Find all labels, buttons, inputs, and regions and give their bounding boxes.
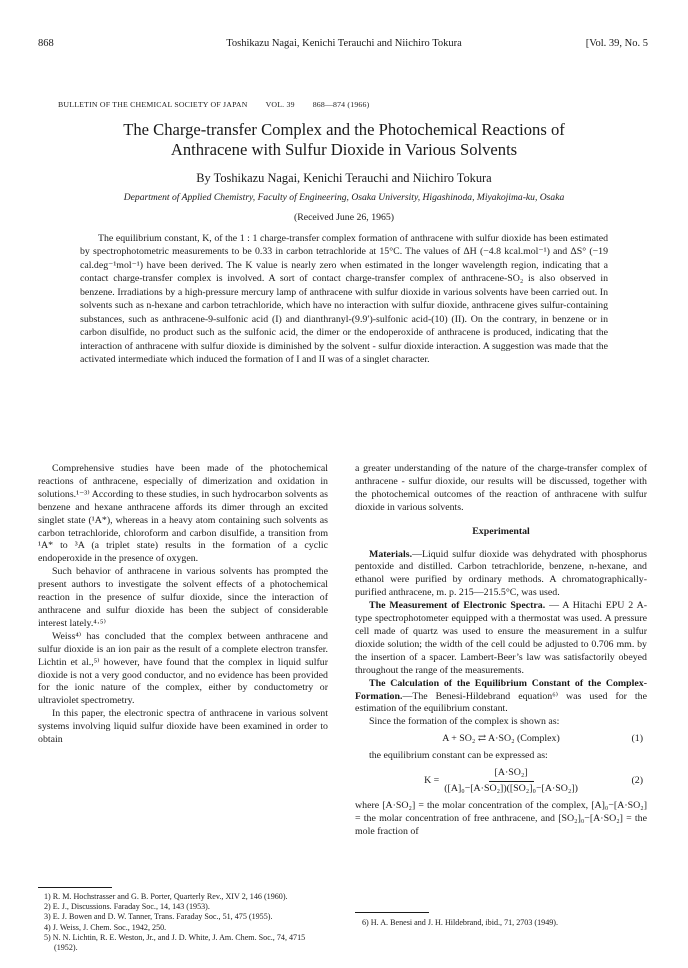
abstract-text: The equilibrium constant, K, of the 1 : 1 charge-transfer complex formation of anthracene with sulfur dioxide has been estimated by spectrophotometric measurements to be 0.33 in carbon tetrachloride at 15°C. The values of ΔH (−4.8 kcal.mol⁻¹) and ΔS° (−19 cal.deg⁻¹mol⁻¹) have been derived. The K value is nearly zero when estimated in the longer wavelength region, indicating that a contact charge-transfer complex is involved. A sort of contact charge-transfer complex of anthracene-SO₂ is also observed in benzene. Irradiations by a high-pressure mercury lamp of anthracene with sulfur dioxide in various solvents have been carried out. In solvents such as n-hexane and carbon tetrachloride, which have no interaction with sulfur dioxide, anthracene gives sulfur-containing substances, such as anthracene-9-sulfonic acid (I) and dianthranyl-(9.9′)-sulfonic acid-(10) (II). On the contrary, in benzene or in carbon disulfide, no product such as the sulfonic acid, the dimer or the endoperoxide of anthracene is produced, indicating that the interaction of anthracene with sulfur dioxide is diminished by the solvent - sulfur dioxide interaction. A suggestion was made that the activated intermediate which induced the formation of I and II was of a singlet character. <box>80 233 608 366</box>
paper-title <box>40 120 648 160</box>
journal-pages: 868—874 (1966) <box>312 100 370 109</box>
equilibrium-intro: the equilibrium constant can be expressed as: <box>369 750 548 762</box>
footnote: 1) R. M. Hochstrasser and G. B. Porter, Quarterly Rev., XIV 2, 146 (1960). <box>44 892 288 901</box>
intro-paragraph-4: In this paper, the electronic spectra of anthracene in various solvent systems involving liquid sulfur dioxide have been examined in order to obtain <box>38 708 328 746</box>
equation-2-lhs: K = <box>424 774 440 786</box>
equation-2-denominator: ([A]₀−[A·SO₂])([SO₂]₀−[A·SO₂]) <box>444 782 578 794</box>
equation-2-fraction <box>444 767 578 796</box>
materials-paragraph <box>355 549 647 601</box>
author-affiliation: Department of Applied Chemistry, Faculty of Engineering, Osaka University, Higashinoda, Miyakojima-ku, Osaka <box>123 192 565 203</box>
equation-2-numerator: [A·SO₂] <box>489 767 534 782</box>
intro-paragraph-2: Such behavior of anthracene in various solvents has prompted the present authors to investigate the solvent effects of a photochemical reaction in the presence of sulfur dioxide, since the interaction of anthracene and sulfur dioxide has been the subject of considerable interest lately.⁴·⁵⁾ <box>38 566 328 629</box>
spectra-run-in-heading: The Measurement of Electronic Spectra. <box>369 600 546 612</box>
author-byline: By Toshikazu Nagai, Kenichi Terauchi and Niichiro Tokura <box>196 171 492 185</box>
running-header-page-number: 868 <box>38 38 54 49</box>
intro-paragraph-1: Comprehensive studies have been made of the photochemical reactions of anthracene, especially of dimerization and oxidation in solutions.¹⁻³⁾ According to these studies, in such hydrocarbon solvents as benzene and hexane anthracene affords its dimer through an excited singlet state (¹A*), whereas in a heavy atom containing such solvents as carbon tetrachloride, chloroform and carbon disulfide, a transition from ¹A* to ³A (a triplet state) results in the formation of a cyclic endoperoxide in the presence of oxygen. <box>38 463 328 565</box>
journal-name: BULLETIN OF THE CHEMICAL SOCIETY OF JAPAN <box>58 100 248 109</box>
section-heading-experimental: Experimental <box>472 525 530 537</box>
received-date: (Received June 26, 1965) <box>293 212 395 223</box>
running-header-authors: Toshikazu Nagai, Kenichi Terauchi and Niichiro Tokura <box>226 38 462 49</box>
running-header-volume: [Vol. 39, No. 5 <box>585 38 648 49</box>
equation-1-body: A + SO₂ ⇄ A·SO₂ (Complex) <box>442 733 560 745</box>
calculation-text: —The Benesi-Hildebrand equation⁶⁾ was used for the estimation of the equilibrium constant. <box>355 690 647 715</box>
equation-2 <box>355 767 647 796</box>
calculation-run-in-heading: The Calculation of the Equilibrium Constant of the Complex-Formation. <box>355 677 647 702</box>
paper-title-line-2: Anthracene with Sulfur Dioxide in Various Solvents <box>170 140 518 159</box>
journal-volume: VOL. 39 <box>265 100 295 109</box>
footnote: 2) E. J., Discussions. Faraday Soc., 14, 143 (1953). <box>44 902 210 912</box>
footnotes-right <box>362 918 646 928</box>
left-column <box>38 463 328 747</box>
equation-2-number: (2) <box>631 774 643 786</box>
intro-paragraph-3: Weiss⁴⁾ has concluded that the complex between anthracene and sulfur dioxide is an ion pair as the result of a complete electron transfer. Lichtin et al.,⁵⁾ however, have found that the complex in liquid sulfur dioxide is not a very good conductor, and no evidence has been provided for the ionic nature of the complex, either by conductometry or ultraviolet spectrometry. <box>38 630 328 707</box>
paper-title-line-1: The Charge-transfer Complex and the Photochemical Reactions of <box>123 120 565 139</box>
right-column <box>355 463 647 839</box>
footnote: 5) N. N. Lichtin, R. E. Weston, Jr., and J. D. White, J. Am. Chem. Soc., 74, 4715 (1952). <box>44 932 306 953</box>
footnote: 6) H. A. Benesi and J. H. Hildebrand, ibid., 71, 2703 (1949). <box>362 918 559 927</box>
spectra-paragraph <box>355 600 647 677</box>
equation-1-number: (1) <box>631 733 643 745</box>
footnote: 3) E. J. Bowen and D. W. Tanner, Trans. Faraday Soc., 51, 475 (1955). <box>44 912 273 922</box>
footnote-rule-left <box>38 887 112 888</box>
materials-text: —Liquid sulfur dioxide was dehydrated with phosphorus pentoxide and distilled. Carbon tetrachloride, benzene, n-hexane, and ethanol were purified by ordinary methods. A chromatographically-purified anthracene, m. p. 215—215.5°C, was used. <box>355 548 647 599</box>
intro-continuation: a greater understanding of the nature of the charge-transfer complex of anthracene - sulfur dioxide, our results will be discussed, together with the photochemical outcomes of the reaction of anthracene with sulfur dioxide in various solvents. <box>355 463 647 513</box>
footnote: 4) J. Weiss, J. Chem. Soc., 1942, 250. <box>44 922 167 932</box>
materials-run-in-heading: Materials. <box>369 548 413 560</box>
where-paragraph: where [A·SO₂] = the molar concentration of the complex, [A]₀−[A·SO₂] = the molar concentration of free anthracene, and [SO₂]₀−[A·SO₂] = the mole fraction of <box>355 799 647 837</box>
since-paragraph: Since the formation of the complex is shown as: <box>369 716 560 728</box>
footnote-rule-right <box>355 912 429 913</box>
footnotes-left <box>44 892 328 953</box>
equation-1 <box>355 733 647 746</box>
calculation-paragraph <box>355 678 647 717</box>
journal-citation-line <box>58 100 648 109</box>
spectra-text: — A Hitachi EPU 2 A-type spectrophotometer equipped with a thermostat was used. A pressure cell made of quartz was used to ensure the measurement in a sulfur dioxide solution; the width of the cell could be adjusted to 0.706 mm. by the insertion of a spacer. Lambert-Beer’s law was satisfactorily obeyed throughout the range of the measurements. <box>355 600 647 676</box>
abstract <box>80 232 608 367</box>
